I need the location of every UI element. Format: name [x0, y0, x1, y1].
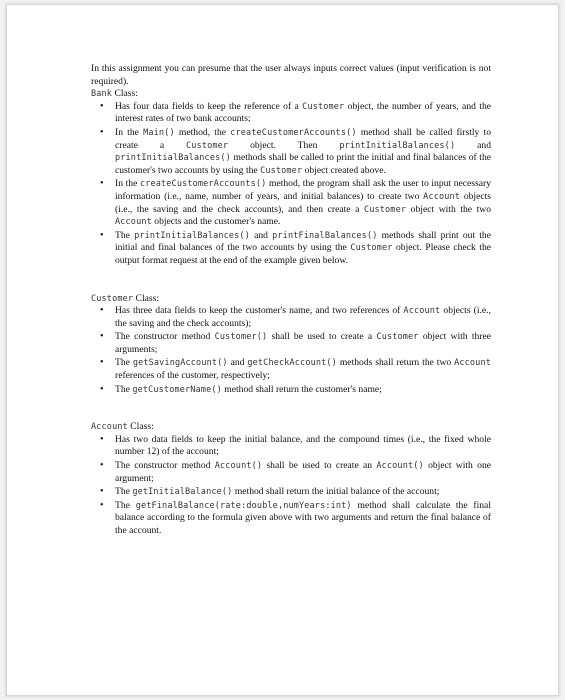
- code-identifier: getCheckAccount(): [247, 358, 337, 369]
- bullet-item: [100, 229, 492, 268]
- bullet-icon: •: [100, 486, 104, 498]
- item-text: The constructor method: [115, 331, 215, 343]
- bullet-item: [100, 331, 492, 356]
- item-text: object with one argument;: [115, 460, 492, 484]
- item-text: object with three arguments;: [115, 331, 492, 355]
- item-text: method shall calculate the final balance according to the formula given above with two arguments and return the final balance of the account.: [115, 499, 491, 536]
- code-identifier: Account: [423, 191, 461, 202]
- code-identifier: Customer(): [214, 332, 268, 343]
- item-text: method, the program shall ask the user to input necessary information (i.e., name, number of years, and initial balances) to create two: [115, 178, 492, 202]
- item-text: Has two data fields to keep the initial balance, and the compound times (i.e., the fixed whole number 12) of the account;: [115, 433, 491, 458]
- item-text: method shall return the initial balance of the account;: [232, 486, 440, 498]
- bullet-item: [100, 499, 491, 538]
- item-text: methods shall return the two: [336, 357, 455, 369]
- code-identifier: Customer: [350, 243, 393, 254]
- item-text: object. Please check the output format request at the end of the example given below.: [115, 242, 492, 266]
- code-identifier: createCustomerAccounts(): [139, 179, 267, 190]
- code-identifier: Customer: [376, 332, 419, 343]
- item-text: and: [249, 229, 273, 241]
- bullet-icon: •: [100, 460, 104, 472]
- bullet-item: [100, 305, 491, 330]
- section-heading: [91, 88, 491, 101]
- code-identifier: Customer: [260, 165, 303, 176]
- section-heading: [91, 293, 491, 306]
- item-text: objects and the customer's name.: [151, 216, 281, 228]
- class-section-customer: [91, 293, 491, 397]
- code-identifier: printInitialBalances(): [134, 230, 250, 241]
- bullet-list: [91, 434, 491, 538]
- bullet-list: [91, 101, 491, 268]
- item-text: The: [115, 486, 133, 498]
- bullet-item: [100, 357, 491, 382]
- code-identifier: getCustomerName(): [132, 384, 222, 395]
- class-section-bank: [91, 88, 491, 267]
- bullet-icon: •: [100, 383, 104, 395]
- code-identifier: Account: [115, 217, 152, 228]
- code-identifier: printInitialBalances(): [339, 140, 456, 151]
- intro-paragraph: In this assignment you can presume that the user always inputs correct values (input verification is not required).: [91, 63, 491, 87]
- item-text: Has four data fields to keep the reference of a: [115, 100, 303, 112]
- heading-suffix: Class:: [133, 292, 159, 304]
- item-text: object, the number of years, and the interest rates of two bank accounts;: [115, 100, 492, 125]
- item-text: method shall be called firstly to create a: [115, 126, 492, 151]
- bullet-icon: •: [100, 331, 104, 343]
- code-identifier: getSavingAccount(): [132, 358, 228, 369]
- item-text: methods shall print out the initial and final balances of the two accounts by using the: [115, 229, 491, 254]
- item-text: and: [455, 139, 491, 151]
- heading-suffix: Class:: [112, 88, 138, 100]
- bullet-icon: •: [100, 178, 104, 190]
- code-identifier: Customer: [363, 204, 407, 215]
- class-name-code: Account: [91, 422, 128, 433]
- item-text: object with the two: [406, 203, 491, 215]
- section-heading: [91, 421, 491, 434]
- code-identifier: Account: [454, 358, 491, 369]
- code-identifier: getFinalBalance(rate:double,numYears:int): [135, 500, 352, 511]
- bullet-icon: •: [100, 305, 104, 317]
- item-text: Has three data fields to keep the customer's name, and two references of: [115, 305, 404, 317]
- code-identifier: getInitialBalance(): [132, 487, 233, 498]
- bullet-list: [91, 305, 491, 396]
- bullet-item: [100, 100, 492, 126]
- document-content: [91, 63, 491, 539]
- code-identifier: Account(): [376, 461, 424, 472]
- class-name-code: Customer: [91, 293, 134, 304]
- code-identifier: printFinalBalances(): [272, 230, 378, 241]
- bullet-item: [100, 433, 491, 459]
- class-sections: [91, 88, 491, 537]
- item-text: object. Then: [228, 139, 340, 151]
- item-text: The: [115, 229, 135, 241]
- code-identifier: Account(): [214, 461, 263, 472]
- item-text: methods shall be called to print the initial and final balances of the customer's two accounts by using the: [115, 152, 491, 176]
- item-text: The: [115, 499, 136, 511]
- bullet-item: [100, 178, 492, 228]
- bullet-icon: •: [100, 229, 104, 241]
- item-text: The: [115, 383, 133, 395]
- item-text: objects (i.e., the saving and the check accounts), and then create a: [115, 190, 491, 215]
- code-identifier: Customer: [186, 140, 229, 151]
- bullet-item: [100, 460, 492, 485]
- bullet-icon: •: [100, 126, 104, 138]
- item-text: method shall return the customer's name;: [221, 383, 382, 395]
- item-text: shall be used to create an: [262, 460, 377, 472]
- item-text: The: [115, 357, 133, 369]
- item-text: shall be used to create a: [267, 331, 377, 343]
- item-text: object created above.: [302, 164, 386, 176]
- item-text: The constructor method: [115, 460, 215, 472]
- code-identifier: Customer: [302, 101, 345, 112]
- code-identifier: createCustomerAccounts(): [230, 127, 357, 138]
- code-identifier: printInitialBalances(): [115, 153, 231, 164]
- bullet-item: [100, 383, 491, 397]
- item-text: references of the customer, respectively;: [115, 370, 270, 382]
- item-text: In the: [115, 126, 144, 138]
- item-text: and: [227, 357, 248, 369]
- bullet-item: [100, 126, 492, 177]
- heading-suffix: Class:: [127, 421, 154, 433]
- item-text: In the: [115, 178, 140, 190]
- code-identifier: Account: [403, 306, 441, 317]
- bullet-icon: •: [100, 357, 104, 369]
- document-page: [6, 4, 559, 696]
- class-section-account: [91, 421, 491, 537]
- bullet-icon: •: [100, 499, 104, 511]
- class-name-code: Bank: [91, 89, 113, 100]
- code-identifier: Main(): [143, 127, 175, 138]
- item-text: method, the: [174, 126, 231, 138]
- bullet-icon: •: [100, 100, 104, 112]
- item-text: objects (i.e., the saving and the check accounts);: [115, 305, 491, 329]
- bullet-icon: •: [100, 433, 104, 445]
- bullet-item: [100, 486, 491, 499]
